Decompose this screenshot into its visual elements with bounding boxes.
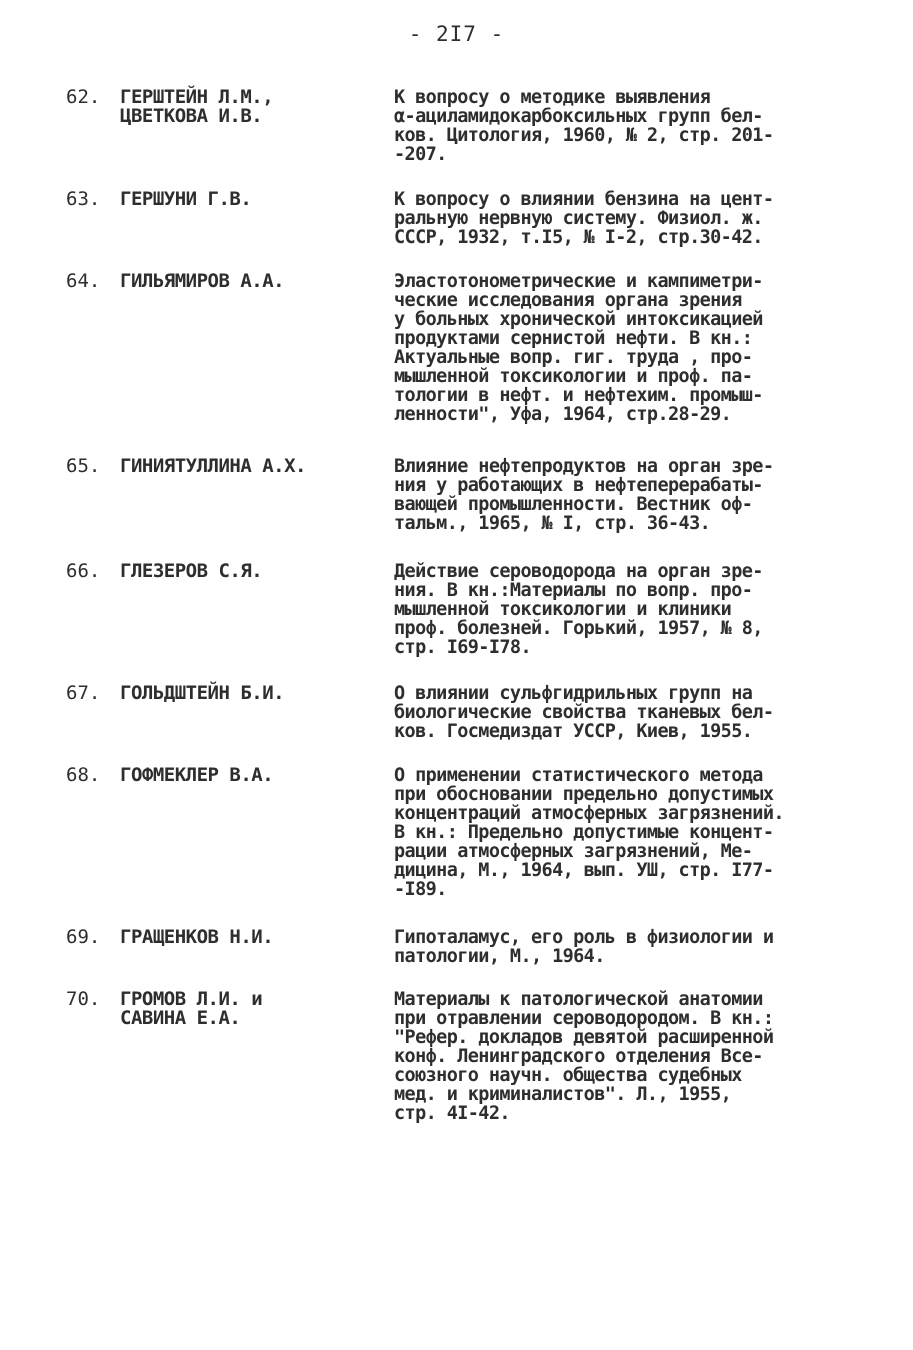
entry-authors: ГРОМОВ Л.И. и САВИНА Е.А. bbox=[120, 988, 263, 1029]
entry-title: Влияние нефтепродуктов на орган зре- ния у работающих в нефтеперерабаты- вающей промышленности. Вестник оф- тальм., 1965, № I, стр. 36-43. bbox=[394, 456, 774, 534]
entry-number: 63. bbox=[66, 188, 101, 210]
entry-number: 70. bbox=[66, 988, 101, 1010]
entry-number: 68. bbox=[66, 764, 101, 786]
entry-authors: ГОЛЬДШТЕЙН Б.И. bbox=[120, 682, 285, 704]
entry-authors: ГРАЩЕНКОВ Н.И. bbox=[120, 926, 274, 948]
page-number: - 2I7 - bbox=[408, 22, 505, 46]
entry-authors: ГЕРШУНИ Г.В. bbox=[120, 188, 252, 210]
entry-number: 66. bbox=[66, 560, 101, 582]
entry-authors: ГЕРШТЕЙН Л.М., ЦВЕТКОВА И.В. bbox=[120, 86, 274, 127]
entry-title: Действие сероводорода на орган зре- ния. В кн.:Материалы по вопр. про- мышленной токсикологии и клиники проф. болезней. Горький, 1957, № 8, стр. I69-I78. bbox=[394, 561, 763, 658]
entry-number: 67. bbox=[66, 682, 101, 704]
entry-number: 69. bbox=[66, 926, 101, 948]
entry-number: 65. bbox=[66, 455, 101, 477]
entry-title: К вопросу о методике выявления α-ациламидокарбоксильных групп бел- ков. Цитология, 1960, № 2, стр. 201- -207. bbox=[394, 87, 774, 165]
entry-title: Материалы к патологической анатомии при отравлении сероводородом. В кн.: "Рефер. докладов девятой расширенной конф. Ленинградского отделения Все- союзного научн. общества судебных мед. и криминалистов". Л., 1955, стр. 4I-42. bbox=[394, 989, 774, 1124]
entry-number: 62. bbox=[66, 86, 101, 108]
entry-title: Эластотонометрические и кампиметри- ческие исследования органа зрения у больных хронической интоксикацией продуктами сернистой нефти. В кн.: Актуальные вопр. гиг. труда , про- мышленной токсикологии и проф. па- тологии в нефт. и нефтехим. промыш- ленности", Уфа, 1964, стр.28-29. bbox=[394, 271, 763, 425]
entry-authors: ГОФМЕКЛЕР В.А. bbox=[120, 764, 274, 786]
entry-authors: ГИЛЬЯМИРОВ А.А. bbox=[120, 270, 285, 292]
entry-authors: ГИНИЯТУЛЛИНА А.Х. bbox=[120, 455, 306, 477]
entry-authors: ГЛЕЗЕРОВ С.Я. bbox=[120, 560, 263, 582]
entry-title: К вопросу о влиянии бензина на цент- ральную нервную систему. Физиол. ж. СССР, 1932, т.I5, № I-2, стр.30-42. bbox=[394, 189, 774, 248]
entry-title: О применении статистического метода при обосновании предельно допустимых концентраций атмосферных загрязнений. В кн.: Предельно допустимые концент- рации атмосферных загрязнений, Ме- дицина, М., 1964, вып. УШ, стр. I77- -I89. bbox=[394, 765, 784, 900]
entry-title: О влиянии сульфгидрильных групп на биологические свойства тканевых бел- ков. Госмедиздат УССР, Киев, 1955. bbox=[394, 683, 774, 742]
entry-number: 64. bbox=[66, 270, 101, 292]
entry-title: Гипоталамус, его роль в физиологии и патологии, М., 1964. bbox=[394, 927, 774, 967]
